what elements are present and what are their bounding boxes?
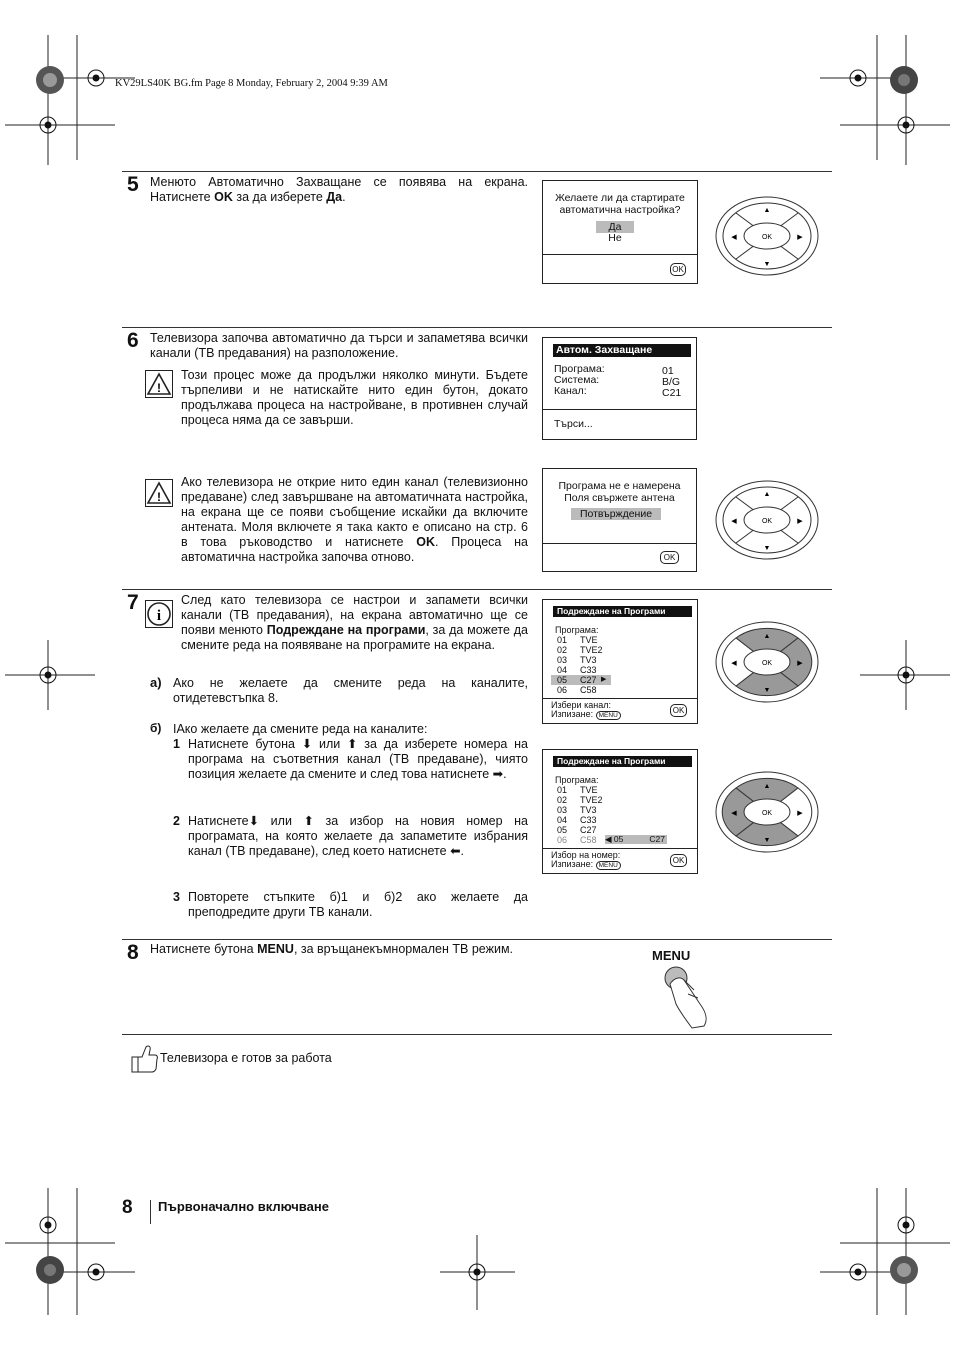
info-icon [145, 600, 173, 628]
footer-divider [150, 1200, 151, 1224]
program-number: 05 [557, 675, 568, 685]
value-program: 01 [662, 365, 674, 377]
section-title: Първоначално включване [158, 1199, 329, 1214]
program-number: 03 [557, 655, 568, 665]
footer-hint: Изпизане: [551, 859, 594, 869]
program-list [551, 785, 611, 845]
channel-name: TVE2 [580, 795, 603, 805]
list-item [551, 835, 611, 845]
remote-dpad-icon [714, 195, 820, 277]
option-yes: Да [596, 221, 634, 233]
channel-name: C58 [580, 685, 597, 695]
ok-icon: OK [670, 263, 686, 276]
channel-name: C33 [580, 665, 597, 675]
autotune-prompt-screen [542, 180, 698, 284]
channel-name: C58 [580, 835, 597, 845]
remote-dpad-icon [714, 620, 820, 704]
svg-text:▲: ▲ [763, 207, 771, 214]
list-item [551, 635, 611, 645]
ok-icon: OK [660, 551, 679, 564]
screen-title: Автом. Захващане [553, 344, 691, 357]
program-number: 06 [557, 685, 568, 695]
svg-text:▼: ▼ [763, 545, 771, 552]
program-number: 01 [557, 785, 568, 795]
file-info-header: KV29LS40K BG.fm Page 8 Monday, February 2, 2004 9:39 AM [115, 78, 388, 89]
ok-icon: OK [670, 704, 687, 717]
list-item [551, 815, 611, 825]
list-item [551, 795, 611, 805]
warning-text-1: Този процес може да продължи няколко минути. Бъдете търпеливи и не натискайте нито един бутон, докато продължава процеса на настройване, в противнен случай процеса няма да се завърши. [181, 368, 528, 427]
svg-text:OK: OK [761, 518, 773, 525]
autotune-progress-screen [542, 337, 697, 440]
divider [122, 327, 832, 328]
menu-badge: MENU [596, 711, 621, 720]
step-number: 8 [127, 941, 139, 964]
hand-press-icon [660, 964, 712, 1030]
divider [122, 171, 832, 172]
channel-name: TVE [580, 785, 598, 795]
list-item [551, 825, 611, 835]
svg-text:OK: OK [761, 234, 773, 241]
channel-name: TV3 [580, 655, 597, 665]
screen-line: автоматична настройка? [559, 204, 681, 216]
svg-text:▶: ▶ [797, 660, 803, 667]
footer-hint: Изпизане: [551, 709, 594, 719]
label-system: Система: [554, 374, 600, 386]
program-number: 03 [557, 805, 568, 815]
channel-name: TVE [580, 635, 598, 645]
step7-text: След като телевизора се настрои и запамети всички канали (ТВ предавания), на екрана автоматично ще се появи менюто Подреждане на програми, за да можете да смените реда на появяване на програмите на екрана. [181, 593, 528, 652]
thumbs-up-icon [130, 1043, 158, 1075]
substep-1-text: Натиснете бутона ⬇ или ⬆ за да изберете номера на програма на съответния канал (ТВ предаване), чиято позиция желаете да смените и след това натиснете ➡. [188, 737, 528, 781]
svg-text:▶: ▶ [797, 810, 803, 817]
program-label: Програма: [555, 625, 599, 635]
svg-text:i: i [156, 608, 162, 624]
svg-text:OK: OK [761, 660, 773, 667]
value-channel: C21 [662, 387, 682, 399]
substep-2-text: Натиснете⬇ или ⬆ за избор на новия номер на програмата, на която желаете да запаметите избрания канал (ТВ предаване), след което натиснете ⬅. [188, 814, 528, 858]
svg-text:▲: ▲ [763, 783, 771, 790]
svg-text:▼: ▼ [763, 261, 771, 268]
step-number: 5 [127, 173, 139, 196]
list-item [551, 805, 611, 815]
step-number: 6 [127, 329, 139, 352]
footer-hint: Избор на номер: [551, 850, 621, 860]
ready-text: Телевизора е готов за работа [160, 1051, 332, 1065]
option-b-text: IАко желаете да смените реда на каналите: [173, 722, 428, 736]
svg-text:▼: ▼ [763, 837, 771, 844]
svg-text:!: ! [157, 381, 161, 395]
svg-text:◀: ◀ [731, 518, 737, 525]
warning-text-2: Ако телевизора не открие нито един канал (телевизионно предаване) след завършване на автоматичната настройка, на екрана ще се появи съобщение искайки да включите антената. Моля включете я така както е описано на стр. 6 в това ръководство и натиснете OK. Процеса на автоматична настройка започва отново. [181, 475, 528, 564]
warning-icon [145, 479, 173, 507]
svg-text:▲: ▲ [763, 633, 771, 640]
substep-3-text: Повторете стъпките б)1 и б)2 ако желаете да преподредите други ТВ канали. [188, 890, 528, 919]
svg-text:▲: ▲ [763, 491, 771, 498]
sub-label-a: a) [150, 675, 162, 690]
warning-icon [145, 370, 173, 398]
program-number: 02 [557, 795, 568, 805]
option-a-text: Ако не желаете да смените реда на каналите, отидетевстъпка 8. [173, 676, 528, 705]
menu-badge: MENU [596, 861, 621, 870]
svg-text:◀: ◀ [731, 234, 737, 241]
list-item [551, 685, 611, 695]
substep-number: 2 [173, 814, 180, 828]
list-item [551, 655, 611, 665]
substep-number: 1 [173, 737, 180, 751]
confirm-option: Потвърждение [571, 508, 661, 520]
svg-text:◀: ◀ [731, 810, 737, 817]
footer-hint: Избери канал: [551, 700, 611, 710]
option-no: Не [608, 232, 622, 244]
program-number: 02 [557, 645, 568, 655]
divider [122, 1034, 832, 1035]
list-item [551, 645, 611, 655]
screen-line: Желаете ли да стартирате [555, 192, 685, 204]
channel-name: TVE2 [580, 645, 603, 655]
svg-text:◀: ◀ [731, 660, 737, 667]
svg-text:OK: OK [761, 810, 773, 817]
remote-dpad-icon [714, 770, 820, 854]
screen-title: Подреждане на Програми [553, 606, 692, 617]
step-number: 7 [127, 591, 139, 614]
right-arrow-icon: ▶ [601, 676, 607, 683]
list-item [551, 675, 611, 685]
channel-name: C27 [580, 825, 597, 835]
sub-label-b: б) [150, 721, 162, 735]
list-item [551, 665, 611, 675]
move-channel: C27 [649, 834, 665, 844]
page-number: 8 [122, 1197, 133, 1218]
value-system: B/G [662, 376, 681, 388]
screen-line: Програма не е намерена [558, 480, 681, 492]
label-program: Програма: [554, 363, 605, 375]
channel-name: C27 [580, 675, 597, 685]
substep-number: 3 [173, 890, 180, 904]
screen-title: Подреждане на Програми [553, 756, 692, 767]
program-number: 05 [557, 825, 568, 835]
program-number: 04 [557, 665, 568, 675]
program-number: 06 [557, 835, 568, 845]
no-signal-screen [542, 468, 697, 572]
menu-button-label: MENU [652, 948, 691, 963]
program-number: 04 [557, 815, 568, 825]
divider [122, 589, 832, 590]
program-label: Програма: [555, 775, 599, 785]
screen-line: Поля свържете антена [564, 492, 675, 504]
step8-text: Натиснете бутона MENU, за връщанекъмнормален ТВ режим. [150, 942, 514, 956]
svg-text:▶: ▶ [797, 234, 803, 241]
move-indicator: ◀ 05 C27 [605, 834, 665, 844]
program-list [551, 635, 611, 695]
search-status: Търси... [554, 418, 593, 430]
divider [122, 939, 832, 940]
list-item [551, 785, 611, 795]
move-number: 05 [613, 834, 624, 844]
channel-name: TV3 [580, 805, 597, 815]
svg-text:!: ! [157, 490, 161, 504]
program-move-screen [542, 749, 698, 874]
step6-text: Телевизора започва автоматично да търси и запаметява всички канали (ТВ предавания) на разположение. [150, 331, 528, 360]
program-number: 01 [557, 635, 568, 645]
label-channel: Канал: [554, 385, 587, 397]
step5-text: Менюто Автоматично Захващане се появява на екрана. Натиснете OK за да изберете Да. [150, 175, 528, 204]
program-sort-screen [542, 599, 698, 724]
ok-icon: OK [670, 854, 687, 867]
svg-text:▶: ▶ [797, 518, 803, 525]
channel-name: C33 [580, 815, 597, 825]
remote-dpad-icon [714, 479, 820, 561]
svg-text:▼: ▼ [763, 687, 771, 694]
